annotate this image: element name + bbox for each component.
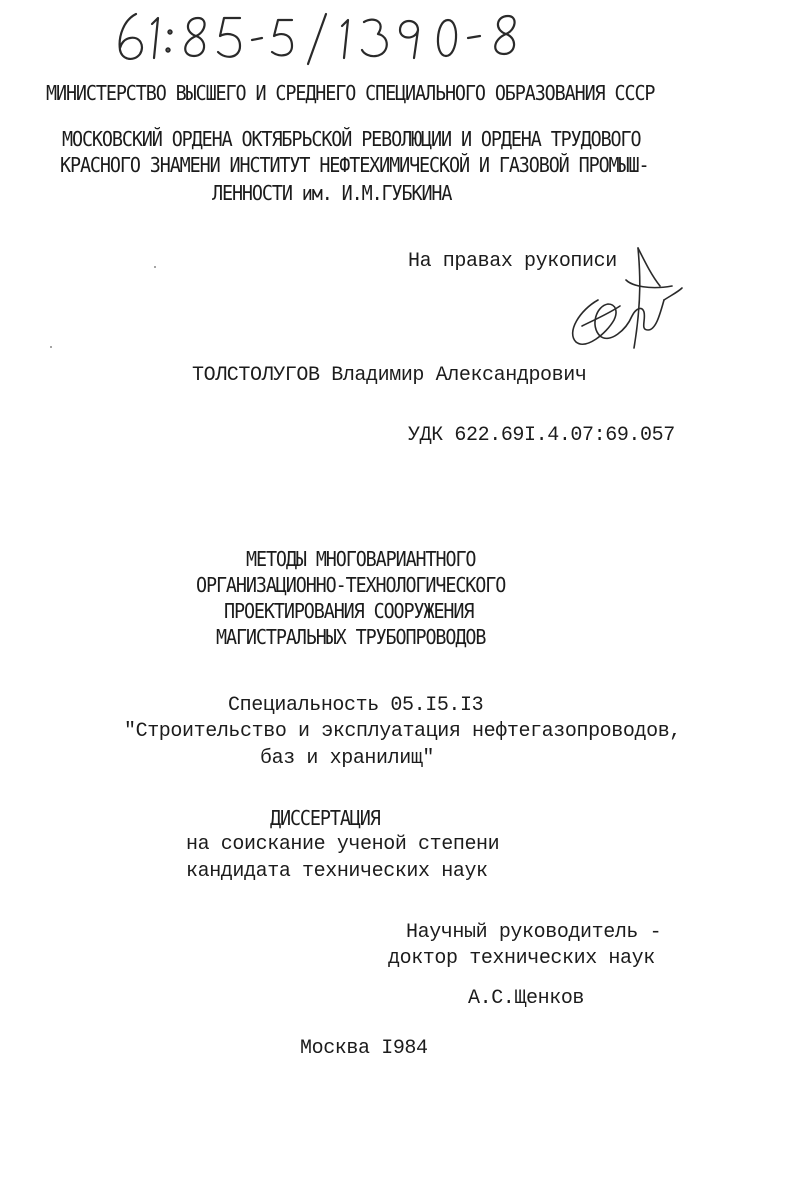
specialty-line-1: Специальность 05.I5.I3 [228,694,484,717]
supervisor-name: А.С.Щенков [468,987,585,1010]
dissertation-line-2: на соискание ученой степени [186,833,500,856]
title-line-1: МЕТОДЫ МНОГОВАРИАНТНОГО [246,547,476,571]
specialty-line-2: "Строительство и эксплуатация нефтегазопроводов, [124,720,681,743]
author-name: ТОЛСТОЛУГОВ Владимир Александрович [192,364,587,387]
ministry-heading: МИНИСТЕРСТВО ВЫСШЕГО И СРЕДНЕГО СПЕЦИАЛЬНОГО ОБРАЗОВАНИЯ СССР [46,81,655,105]
signature [560,240,690,360]
supervisor-role: Научный руководитель - [406,921,662,944]
title-line-3: ПРОЕКТИРОВАНИЯ СООРУЖЕНИЯ [224,599,474,623]
place-and-year: Москва I984 [300,1037,428,1060]
speck [50,346,52,348]
title-line-2: ОРГАНИЗАЦИОННО-ТЕХНОЛОГИЧЕСКОГО [196,573,506,597]
institute-line-3: ЛЕННОСТИ им. И.М.ГУБКИНА [212,181,452,205]
handwritten-archive-number [112,6,542,68]
institute-line-1: МОСКОВСКИЙ ОРДЕНА ОКТЯБРЬСКОЙ РЕВОЛЮЦИИ И ОРДЕНА ТРУДОВОГО [62,127,641,151]
dissertation-heading: ДИССЕРТАЦИЯ [270,806,380,830]
udc-code: УДК 622.69I.4.07:69.057 [408,424,675,447]
supervisor-degree: доктор технических наук [388,947,655,970]
institute-line-2: КРАСНОГО ЗНАМЕНИ ИНСТИТУТ НЕФТЕХИМИЧЕСКОЙ И ГАЗОВОЙ ПРОМЫШ- [60,153,649,177]
title-line-4: МАГИСТРАЛЬНЫХ ТРУБОПРОВОДОВ [216,625,486,649]
speck [154,266,156,268]
specialty-line-3: баз и хранилищ" [260,747,435,770]
dissertation-line-3: кандидата технических наук [186,860,488,883]
rights-note: На правах рукописи [408,250,617,273]
